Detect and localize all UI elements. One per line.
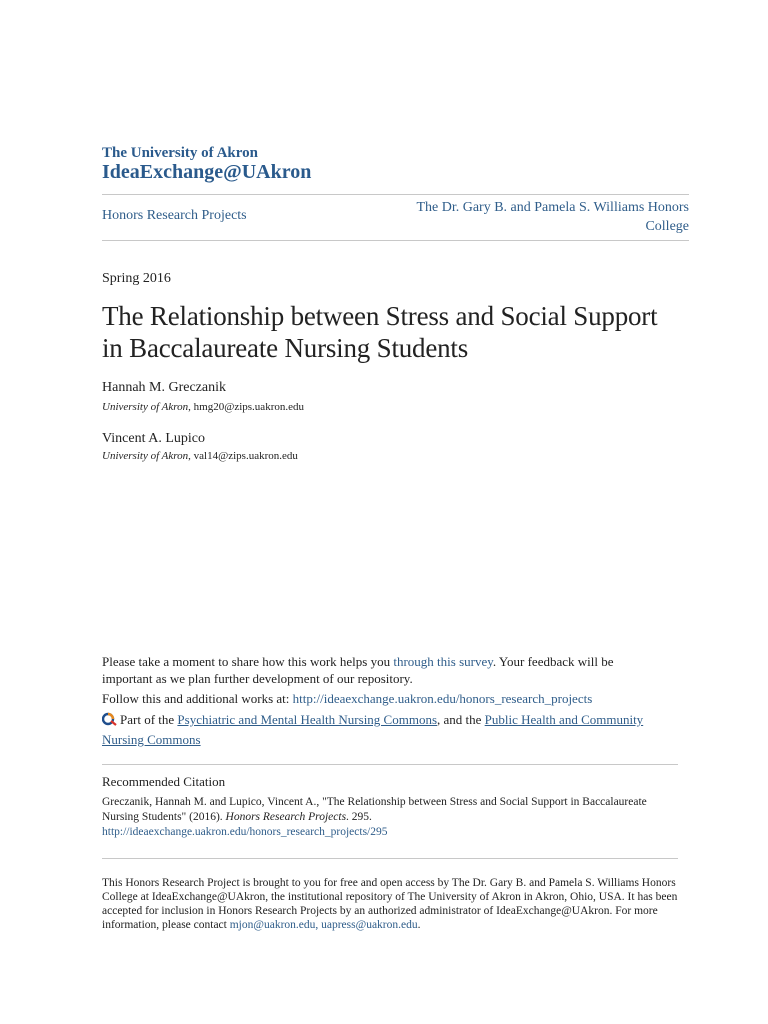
- footer-text: This Honors Research Project is brought to you for free and open access by The Dr. Gary B. and Pamela S. Williams Honors College at IdeaExchange@UAkron, the institutional repository of The University of Akron in Akron, Ohio, USA. It has been accepted for inclusion in Honors Research Projects by an authorized administrator of IdeaExchange@UAkron. For more information, please contact: [102, 877, 678, 931]
- university-name: The University of Akron: [102, 145, 258, 161]
- public-health-nursing-commons-link[interactable]: Public Health and Community Nursing Commons: [102, 712, 644, 747]
- repository-name[interactable]: IdeaExchange@UAkron: [102, 161, 312, 183]
- citation-number: . 295.: [346, 811, 372, 823]
- author-affiliation: [102, 450, 298, 462]
- citation-journal: Honors Research Projects: [225, 811, 347, 823]
- publication-date: Spring 2016: [102, 271, 171, 286]
- author-name: Hannah M. Greczanik: [102, 380, 227, 395]
- survey-text: Please take a moment to share how this work helps you: [102, 654, 394, 669]
- contact-emails-link[interactable]: mjon@uakron.edu, uapress@uakron.edu: [229, 919, 418, 931]
- author-email: , hmg20@zips.uakron.edu: [188, 401, 304, 413]
- citation-heading: Recommended Citation: [102, 774, 226, 789]
- footer-notice: [102, 876, 682, 932]
- commons-middle: , and the: [437, 712, 485, 727]
- author-email: , val14@zips.uakron.edu: [188, 450, 298, 462]
- survey-link[interactable]: through this survey: [393, 654, 493, 669]
- author-affiliation: [102, 401, 304, 413]
- affiliation-name: University of Akron: [102, 401, 189, 413]
- citation-text: [102, 795, 672, 840]
- survey-paragraph: [102, 653, 662, 687]
- paper-title: The Relationship between Stress and Social Support in Baccalaureate Nursing Students: [102, 301, 658, 363]
- citation-url-link[interactable]: http://ideaexchange.uakron.edu/honors_research_projects/295: [102, 826, 388, 838]
- citation-rule-top: [102, 764, 678, 765]
- survey-text-after: . Your feedback will be important as we plan further development of our repository.: [102, 654, 614, 686]
- affiliation-name: University of Akron: [102, 450, 189, 462]
- commons-prefix: Part of the: [120, 712, 178, 727]
- follow-url-link[interactable]: http://ideaexchange.uakron.edu/honors_research_projects: [292, 691, 593, 706]
- author-name: Vincent A. Lupico: [102, 431, 205, 446]
- open-access-icon: [102, 712, 118, 726]
- commons-line: [102, 710, 662, 750]
- header-rule-bottom: [102, 240, 689, 241]
- college-link[interactable]: The Dr. Gary B. and Pamela S. Williams Honors College: [416, 200, 689, 234]
- footer-end: .: [417, 919, 421, 931]
- follow-label: Follow this and additional works at:: [102, 691, 293, 706]
- citation-rule-bottom: [102, 858, 678, 859]
- header-rule-top: [102, 194, 689, 195]
- series-link[interactable]: Honors Research Projects: [102, 208, 247, 223]
- psychiatric-nursing-commons-link[interactable]: Psychiatric and Mental Health Nursing Commons: [177, 712, 438, 727]
- citation-body: Greczanik, Hannah M. and Lupico, Vincent A., "The Relationship between Stress and Social Support in Baccalaureate Nursing Students" (2016).: [102, 796, 647, 823]
- follow-line: [102, 690, 662, 707]
